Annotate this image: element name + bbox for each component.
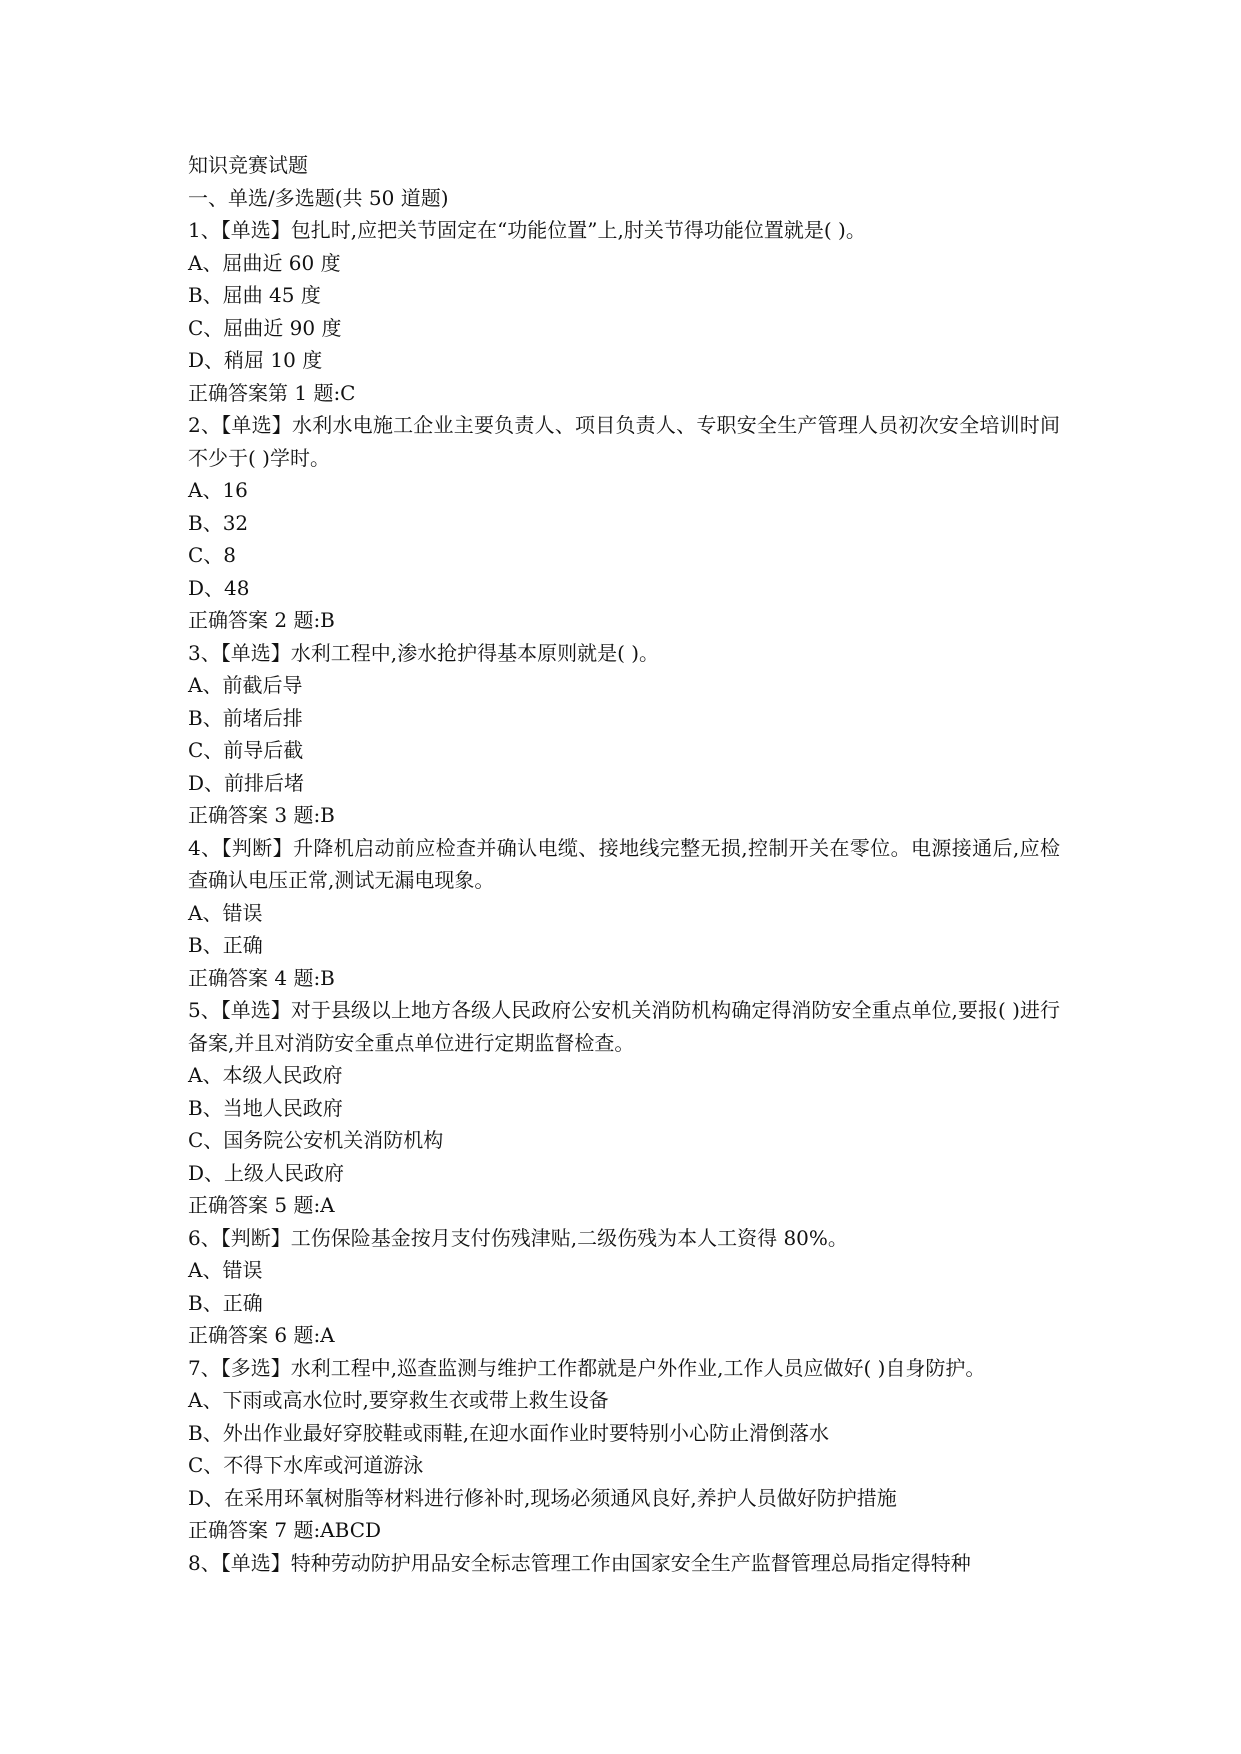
option-item: B、外出作业最好穿胶鞋或雨鞋,在迎水面作业时要特别小心防止滑倒落水 — [188, 1420, 830, 1445]
option-item: B、正确 — [188, 933, 263, 957]
question-text: 6、【判断】工伤保险基金按月支付伤残津贴,二级伤残为本人工资得 80%。 — [188, 1225, 848, 1250]
option-item: B、正确 — [188, 1290, 263, 1315]
option-item: C、8 — [188, 543, 237, 567]
question-text: 2、【单选】水利水电施工企业主要负责人、项目负责人、专职安全生产管理人员初次安全培训时间不少于( )学时。 — [188, 413, 1060, 470]
answer-line: 正确答案 4 题:B — [188, 965, 335, 990]
option-item: B、当地人民政府 — [188, 1095, 343, 1120]
question-block — [188, 637, 1060, 832]
question-list — [188, 214, 1060, 1579]
option-item: B、32 — [188, 510, 249, 535]
option-item: B、前堵后排 — [188, 705, 303, 730]
option-item: A、前截后导 — [188, 673, 303, 697]
option-item: D、稍屈 10 度 — [188, 348, 323, 372]
option-item: A、本级人民政府 — [188, 1063, 343, 1087]
question-text: 7、【多选】水利工程中,巡查监测与维护工作都就是户外作业,工作人员应做好( )自身防护。 — [188, 1355, 986, 1380]
answer-line: 正确答案 5 题:A — [188, 1193, 335, 1217]
option-item: D、上级人民政府 — [188, 1160, 345, 1185]
question-block — [188, 409, 1060, 637]
question-block — [188, 994, 1060, 1222]
answer-line: 正确答案第 1 题:C — [188, 380, 356, 405]
option-item: A、16 — [188, 478, 248, 502]
option-item: A、屈曲近 60 度 — [188, 250, 341, 275]
option-item: A、错误 — [188, 1258, 263, 1282]
option-item: D、前排后堵 — [188, 770, 305, 795]
option-item: A、下雨或高水位时,要穿救生衣或带上救生设备 — [188, 1388, 609, 1412]
option-item: C、国务院公安机关消防机构 — [188, 1128, 444, 1152]
answer-line: 正确答案 7 题:ABCD — [188, 1518, 382, 1542]
option-item: C、不得下水库或河道游泳 — [188, 1453, 424, 1477]
option-item: C、前导后截 — [188, 738, 304, 762]
document-title: 知识竞赛试题 — [188, 153, 308, 177]
question-text: 4、【判断】升降机启动前应检查并确认电缆、接地线完整无损,控制开关在零位。电源接通后,应检查确认电压正常,测试无漏电现象。 — [188, 835, 1060, 892]
option-item: B、屈曲 45 度 — [188, 283, 321, 307]
question-text: 1、【单选】包扎时,应把关节固定在“功能位置”上,肘关节得功能位置就是( )。 — [188, 218, 866, 242]
option-item: A、错误 — [188, 900, 263, 925]
option-item: C、屈曲近 90 度 — [188, 315, 342, 340]
answer-line: 正确答案 2 题:B — [188, 608, 335, 632]
answer-line: 正确答案 3 题:B — [188, 803, 335, 827]
option-item: D、在采用环氧树脂等材料进行修补时,现场必须通风良好,养护人员做好防护措施 — [188, 1485, 897, 1510]
question-text: 8、【单选】特种劳动防护用品安全标志管理工作由国家安全生产监督管理总局指定得特种 — [188, 1550, 971, 1575]
question-block — [188, 832, 1060, 995]
answer-line: 正确答案 6 题:A — [188, 1323, 335, 1347]
question-block — [188, 214, 1060, 409]
question-block — [188, 1222, 1060, 1352]
question-block — [188, 1547, 1060, 1580]
question-text: 5、【单选】对于县级以上地方各级人民政府公安机关消防机构确定得消防安全重点单位,要报( )进行备案,并且对消防安全重点单位进行定期监督检查。 — [188, 998, 1060, 1055]
option-item: D、48 — [188, 575, 250, 600]
document-body — [188, 149, 1060, 1579]
question-block — [188, 1352, 1060, 1547]
question-text: 3、【单选】水利工程中,渗水抢护得基本原则就是( )。 — [188, 640, 660, 665]
section-heading: 一、单选/多选题(共 50 道题) — [188, 185, 449, 210]
